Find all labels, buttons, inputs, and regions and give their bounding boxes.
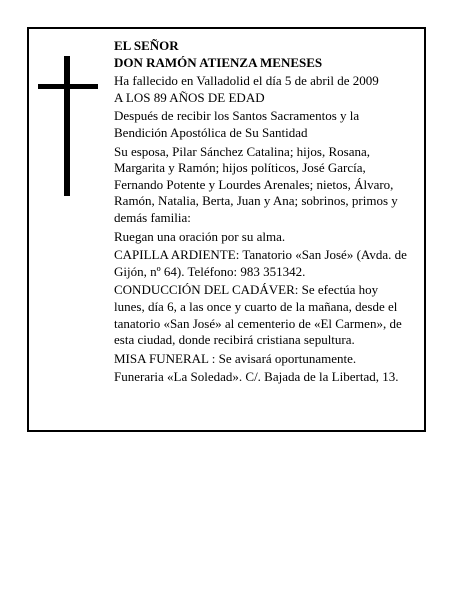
chapel-line-1: CAPILLA ARDIENTE: Tanatorio «San José» (Avda. de xyxy=(114,247,407,263)
family-line-3: Fernando Potente y Lourdes Arenales; nietos, Álvaro, xyxy=(114,176,394,192)
cross-vertical-bar xyxy=(64,56,70,196)
family-line-5: demás familia: xyxy=(114,209,191,225)
sacraments-line-1: Después de recibir los Santos Sacramentos y la xyxy=(114,108,360,124)
deceased-title: EL SEÑOR xyxy=(114,38,179,53)
family-line-4: Ramón, Natalia, Berta, Juan y Ana; sobrinos, primos y xyxy=(114,193,398,209)
procession-line-3: tanatorio «San José» al cementerio de «El Carmen», de xyxy=(114,315,402,331)
prayer-line: Ruegan una oración por su alma. xyxy=(114,228,286,244)
funeral-home-line: Funeraria «La Soledad». C/. Bajada de la Libertad, 13. xyxy=(114,369,399,385)
family-line-2: Margarita y Ramón; hijos políticos, José García, xyxy=(114,160,366,176)
obituary-text xyxy=(114,38,424,386)
cross-horizontal-bar xyxy=(38,84,98,89)
cross-icon xyxy=(38,56,98,196)
procession-line-2: lunes, día 6, a las once y cuarto de la mañana, desde el xyxy=(114,298,398,314)
procession-line-1: CONDUCCIÓN DEL CADÁVER: Se efectúa hoy xyxy=(114,282,379,298)
chapel-line-2: Gijón, nº 64). Teléfono: 983 351342. xyxy=(114,263,306,279)
family-line-1: Su esposa, Pilar Sánchez Catalina; hijos, Rosana, xyxy=(114,143,370,159)
procession-line-4: esta ciudad, donde recibirá cristiana sepultura. xyxy=(114,332,355,348)
funeral-mass-line: MISA FUNERAL : Se avisará oportunamente. xyxy=(114,350,357,366)
age-line: A LOS 89 AÑOS DE EDAD xyxy=(114,89,265,105)
deceased-name: DON RAMÓN ATIENZA MENESES xyxy=(114,54,323,70)
death-date-line: Ha fallecido en Valladolid el día 5 de abril de 2009 xyxy=(114,73,379,89)
sacraments-line-2: Bendición Apostólica de Su Santidad xyxy=(114,124,308,140)
